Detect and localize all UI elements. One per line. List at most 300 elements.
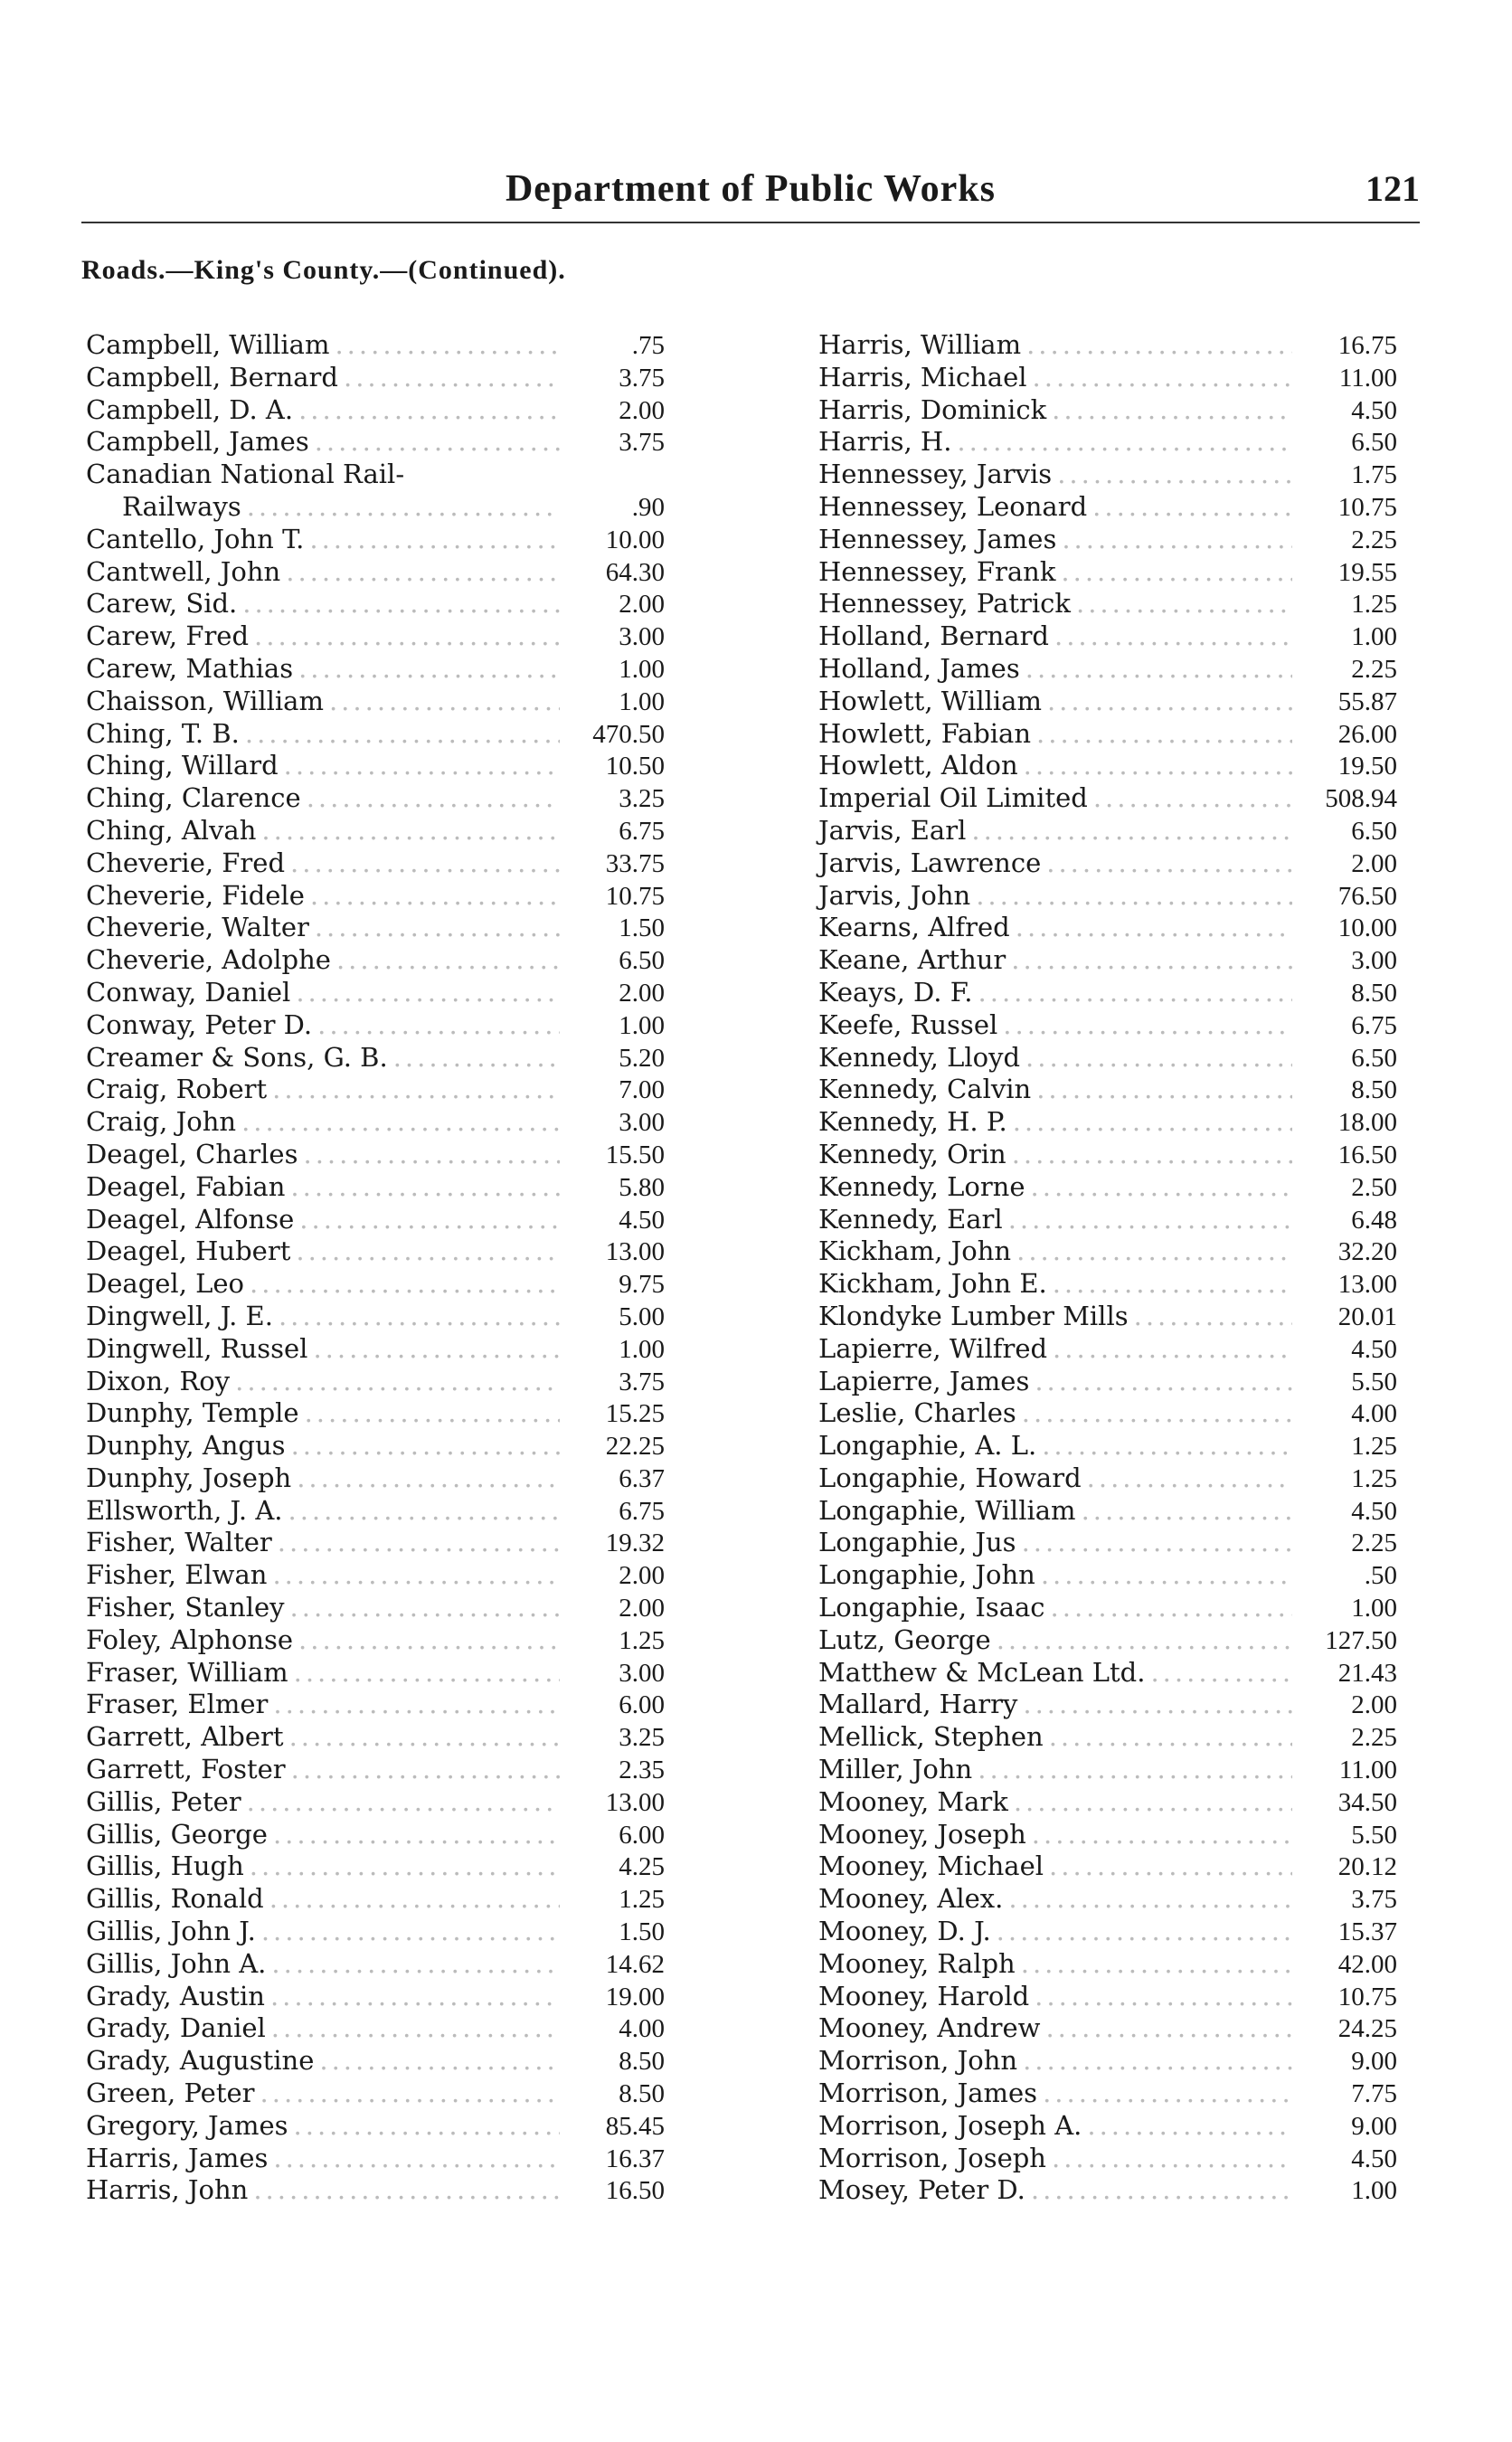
entry-amount: 2.25: [1351, 525, 1397, 554]
entry-amount: 32.20: [1337, 1237, 1397, 1267]
entry-amount: 3.00: [619, 622, 665, 652]
list-item: [86, 1397, 665, 1430]
leader-dots: [291, 1754, 560, 1786]
list-item: [818, 2012, 1397, 2045]
leader-dots: [254, 620, 560, 653]
entry-name: Campbell, Bernard: [86, 361, 338, 393]
entry-amount: 10.50: [605, 752, 665, 781]
leader-dots: [278, 1527, 560, 1559]
entry-amount: 19.00: [605, 1982, 665, 2011]
entry-amount: 2.00: [1351, 1690, 1397, 1720]
entry-amount: 1.00: [619, 1010, 665, 1040]
entry-name: Deagel, Leo: [86, 1268, 245, 1300]
entry-amount: 3.25: [619, 784, 665, 814]
entry-amount: 3.00: [1351, 946, 1397, 976]
entry-amount: 6.50: [1351, 816, 1397, 846]
entry-name: Craig, Robert: [86, 1074, 268, 1105]
entry-name: Garrett, Foster: [86, 1754, 286, 1785]
list-item: [86, 588, 665, 620]
list-item: [86, 1268, 665, 1301]
list-item: [818, 491, 1397, 524]
leader-dots: [269, 1883, 560, 1916]
leader-dots: [1057, 459, 1292, 491]
entry-name: Kennedy, Orin: [818, 1138, 1006, 1169]
entry-amount: 14.62: [605, 1949, 665, 1979]
entry-name: Craig, John: [86, 1106, 237, 1138]
list-item: [818, 1850, 1397, 1883]
list-item: [818, 426, 1397, 459]
entry-name: Lapierre, Wilfred: [818, 1332, 1048, 1364]
list-item: [86, 653, 665, 686]
entry-amount: 1.75: [1351, 460, 1397, 490]
entry-name: Kennedy, H. P.: [818, 1106, 1007, 1138]
list-item: [818, 1397, 1397, 1430]
entry-name: Mooney, Joseph: [818, 1818, 1026, 1850]
entry-name: Creamer & Sons, G. B.: [86, 1041, 388, 1073]
entry-amount: 6.48: [1351, 1205, 1397, 1235]
entry-name: Howlett, Aldon: [818, 750, 1018, 781]
leader-dots: [273, 2143, 560, 2175]
list-item: [818, 459, 1397, 491]
leader-dots: [289, 1721, 560, 1754]
entry-amount: 2.00: [619, 590, 665, 620]
entry-amount: 2.00: [619, 395, 665, 425]
leader-dots: [245, 718, 560, 751]
entry-name: Cheverie, Adolphe: [86, 944, 331, 976]
entry-name: Carew, Fred: [86, 620, 250, 652]
leader-dots: [307, 782, 560, 815]
entry-name: Deagel, Alfonse: [86, 1203, 295, 1235]
leader-dots: [297, 1462, 560, 1495]
list-item: [86, 1592, 665, 1624]
entry-name: Gillis, Ronald: [86, 1883, 264, 1915]
entry-name: Fraser, William: [86, 1656, 288, 1688]
leader-dots: [1093, 782, 1292, 815]
entry-amount: 1.00: [1351, 1594, 1397, 1623]
leader-dots: [291, 1430, 560, 1462]
list-item: [818, 1204, 1397, 1236]
leader-dots: [296, 977, 560, 1009]
entry-name: Morrison, John: [818, 2045, 1018, 2077]
leader-dots: [1053, 1268, 1292, 1301]
leader-dots: [290, 1171, 560, 1204]
entry-name: Cheverie, Walter: [86, 912, 309, 943]
entry-name: Grady, Austin: [86, 1980, 265, 2011]
leader-dots: [298, 1624, 560, 1657]
list-item: [86, 1462, 665, 1495]
list-item: [818, 1721, 1397, 1754]
list-item: [818, 1527, 1397, 1559]
entry-amount: 508.94: [1325, 784, 1397, 814]
leader-dots: [997, 1624, 1292, 1657]
list-item: [818, 1819, 1397, 1851]
entry-name: Cantello, John T.: [86, 523, 305, 554]
leader-dots: [247, 491, 560, 524]
leader-dots: [261, 1916, 560, 1948]
list-item: [818, 1883, 1397, 1916]
entry-name: Mooney, Alex.: [818, 1883, 1004, 1915]
entry-name: Gillis, John J.: [86, 1916, 256, 1947]
entry-amount: 5.50: [1351, 1367, 1397, 1396]
list-item: [86, 426, 665, 459]
entry-name: Gillis, Peter: [86, 1785, 241, 1817]
list-item: [86, 1689, 665, 1721]
list-item: [86, 1366, 665, 1398]
list-item: [818, 1301, 1397, 1333]
entry-amount: 4.50: [1351, 1334, 1397, 1364]
list-item: [86, 329, 665, 362]
list-item: [86, 1139, 665, 1171]
entry-name: Kickham, John E.: [818, 1268, 1047, 1300]
entry-name: Mosey, Peter D.: [818, 2174, 1025, 2206]
entry-amount: 6.75: [619, 816, 665, 846]
leader-dots: [294, 2110, 560, 2143]
entry-name: Mallard, Harry: [818, 1689, 1018, 1720]
list-item: [818, 750, 1397, 782]
list-item: [86, 1850, 665, 1883]
entry-name: Harris, H.: [818, 426, 952, 458]
entry-name: Mellick, Stephen: [818, 1721, 1044, 1753]
entry-name: Jarvis, Earl: [818, 814, 967, 846]
list-item: [86, 1559, 665, 1592]
entry-name: Fisher, Stanley: [86, 1592, 285, 1623]
list-item: [818, 718, 1397, 751]
page-number: 121: [1366, 168, 1420, 209]
leader-dots: [1134, 1301, 1292, 1333]
leader-dots: [290, 847, 560, 880]
leader-dots: [296, 1235, 560, 1268]
entry-amount: 18.00: [1337, 1108, 1397, 1138]
list-item: [86, 1981, 665, 2013]
entry-amount: 20.12: [1337, 1852, 1397, 1882]
leader-dots: [1054, 620, 1292, 653]
entry-amount: 4.50: [1351, 2144, 1397, 2173]
leader-dots: [344, 362, 560, 394]
list-item: [818, 1916, 1397, 1948]
entry-amount: 11.00: [1338, 1756, 1397, 1785]
leader-dots: [1023, 2045, 1292, 2078]
leader-dots: [976, 880, 1292, 913]
entry-name: Harris, James: [86, 2142, 269, 2173]
entry-name: Longaphie, A. L.: [818, 1430, 1037, 1462]
list-item: [818, 556, 1397, 589]
entry-amount: 15.37: [1337, 1917, 1397, 1947]
leader-dots: [273, 1819, 560, 1851]
list-item: [86, 944, 665, 977]
entry-name: Fisher, Elwan: [86, 1559, 268, 1591]
leader-dots: [1011, 944, 1292, 977]
entry-name: Chaisson, William: [86, 685, 324, 716]
entry-amount: 2.00: [1351, 848, 1397, 878]
leader-dots: [315, 426, 560, 459]
list-item: [818, 686, 1397, 718]
list-item: [86, 782, 665, 815]
list-item: [818, 1981, 1397, 2013]
entry-amount: 21.43: [1337, 1658, 1397, 1688]
list-item: [86, 686, 665, 718]
list-item: [818, 2174, 1397, 2207]
leader-dots: [305, 1397, 560, 1430]
entry-amount: 19.32: [605, 1529, 665, 1558]
entry-amount: 16.50: [1337, 1140, 1397, 1169]
entry-amount: 3.75: [619, 363, 665, 393]
section-heading: Roads.—King's County.—(Continued).: [81, 255, 566, 285]
entry-name: Longaphie, Jus: [818, 1527, 1016, 1558]
right-column: [818, 329, 1397, 2207]
entry-name: Grady, Augustine: [86, 2045, 315, 2077]
list-item: [86, 2078, 665, 2110]
entry-name: Cheverie, Fred: [86, 847, 286, 878]
leader-dots: [1076, 588, 1292, 620]
leader-dots: [1021, 1948, 1292, 1981]
entry-amount: 6.00: [619, 1690, 665, 1720]
leader-dots: [1053, 1333, 1292, 1366]
list-item: [86, 1042, 665, 1074]
leader-dots: [303, 1139, 560, 1171]
leader-dots: [957, 426, 1292, 459]
entry-name: Cantwell, John: [86, 555, 281, 587]
entry-name: Campbell, William: [86, 329, 330, 360]
list-item: [86, 2012, 665, 2045]
leader-dots: [271, 1948, 560, 1981]
list-item: [86, 620, 665, 653]
entry-name: Gillis, John A.: [86, 1947, 267, 1979]
list-item: [86, 1948, 665, 1981]
list-item: [818, 977, 1397, 1009]
entry-name: Mooney, Michael: [818, 1850, 1044, 1882]
list-item: [818, 1689, 1397, 1721]
leader-dots: [279, 1301, 560, 1333]
entry-name: Kennedy, Lorne: [818, 1170, 1025, 1202]
entry-amount: 2.00: [619, 978, 665, 1008]
entry-name: Mooney, Harold: [818, 1980, 1030, 2011]
entry-name: Harris, Michael: [818, 361, 1027, 393]
list-item: [818, 1948, 1397, 1981]
list-item: [86, 556, 665, 589]
entry-amount: .90: [631, 492, 665, 522]
entry-name: Dunphy, Joseph: [86, 1462, 292, 1493]
entry-name: Hennessey, Jarvis: [818, 459, 1053, 490]
entry-amount: 1.00: [1351, 2176, 1397, 2206]
entry-amount: 8.50: [619, 2079, 665, 2109]
entry-name: Ellsworth, J. A.: [86, 1494, 283, 1526]
list-item: [818, 1366, 1397, 1398]
entry-name: Kennedy, Calvin: [818, 1074, 1032, 1105]
list-item: [818, 880, 1397, 913]
leader-dots: [1012, 1139, 1292, 1171]
leader-dots: [336, 944, 560, 977]
entry-name: Canadian National Rail-: [86, 459, 405, 490]
page-title: Department of Public Works: [505, 168, 997, 210]
entry-amount: 19.55: [1337, 557, 1397, 587]
leader-dots: [1014, 1786, 1292, 1819]
entry-name: Foley, Alphonse: [86, 1623, 294, 1655]
entry-amount: 13.00: [605, 1237, 665, 1267]
leader-dots: [313, 1333, 560, 1366]
entry-name: Longaphie, John: [818, 1559, 1035, 1591]
list-item: [86, 1106, 665, 1139]
list-item: [86, 1333, 665, 1366]
list-item: [86, 1819, 665, 1851]
list-item: [818, 1624, 1397, 1657]
entry-amount: 9.00: [1351, 2111, 1397, 2141]
list-item: [818, 2110, 1397, 2143]
entry-amount: 6.50: [1351, 1043, 1397, 1073]
entry-amount: 2.00: [619, 1594, 665, 1623]
list-item: [86, 1786, 665, 1819]
leader-dots: [298, 394, 560, 427]
entry-amount: 2.25: [1351, 1723, 1397, 1753]
list-item: [818, 1559, 1397, 1592]
entry-name: Imperial Oil Limited: [818, 782, 1088, 814]
entry-name: Dingwell, Russel: [86, 1332, 308, 1364]
entry-amount: 16.37: [605, 2144, 665, 2173]
leader-dots: [393, 1042, 560, 1074]
entry-amount: 1.50: [619, 1917, 665, 1947]
list-item: [818, 394, 1397, 427]
leader-dots: [273, 1689, 560, 1721]
leader-dots: [1051, 1592, 1292, 1624]
entry-name: Morrison, Joseph A.: [818, 2109, 1082, 2141]
entry-amount: 10.75: [1337, 492, 1397, 522]
leader-dots: [242, 588, 560, 620]
list-item: [818, 1657, 1397, 1690]
list-item: [818, 1268, 1397, 1301]
leader-dots: [1035, 1981, 1292, 2013]
entry-name: Hennessey, James: [818, 523, 1057, 554]
leader-dots: [272, 1074, 560, 1106]
list-item: [818, 1139, 1397, 1171]
list-item: [818, 1042, 1397, 1074]
leader-dots: [1013, 1106, 1292, 1139]
entry-name: Klondyke Lumber Mills: [818, 1300, 1129, 1331]
entry-amount: 1.00: [619, 1334, 665, 1364]
entry-name: Longaphie, Howard: [818, 1462, 1082, 1493]
entry-amount: 4.50: [619, 1205, 665, 1235]
entry-amount: 3.75: [619, 1367, 665, 1396]
entry-amount: 4.25: [619, 1852, 665, 1882]
entry-amount: 5.00: [619, 1301, 665, 1331]
entry-amount: 1.50: [619, 913, 665, 943]
list-item: [818, 620, 1397, 653]
entry-amount: 127.50: [1325, 1625, 1397, 1655]
entry-name: Keays, D. F.: [818, 976, 973, 1008]
entry-amount: 9.75: [619, 1270, 665, 1300]
list-item: [86, 1624, 665, 1657]
leader-dots: [978, 977, 1292, 1009]
list-item: [86, 1721, 665, 1754]
entry-name: Campbell, D. A.: [86, 393, 294, 425]
entry-name: Hennessey, Frank: [818, 555, 1056, 587]
entry-name: Morrison, Joseph: [818, 2142, 1046, 2173]
list-item: [86, 394, 665, 427]
entry-amount: 22.25: [605, 1432, 665, 1462]
entry-amount: 6.50: [619, 946, 665, 976]
entry-name: Leslie, Charles: [818, 1397, 1016, 1429]
leader-dots: [253, 2174, 560, 2207]
entry-name: Keane, Arthur: [818, 944, 1006, 976]
list-item: [86, 880, 665, 913]
entry-name: Carew, Sid.: [86, 588, 238, 620]
entry-name: Kennedy, Earl: [818, 1203, 1003, 1235]
entry-name: Campbell, James: [86, 426, 309, 458]
list-item: [86, 524, 665, 556]
entry-name: Keefe, Russel: [818, 1008, 998, 1040]
entry-amount: 6.37: [619, 1463, 665, 1493]
list-item: [86, 1916, 665, 1948]
leader-dots: [1036, 1074, 1292, 1106]
leader-dots: [1003, 1009, 1292, 1042]
list-item: [818, 1074, 1397, 1106]
list-item: [818, 524, 1397, 556]
leader-dots: [319, 2045, 560, 2078]
leader-dots: [1043, 2078, 1292, 2110]
list-item: [86, 1754, 665, 1786]
leader-dots: [1022, 1397, 1292, 1430]
leader-dots: [1082, 1495, 1292, 1528]
list-item: [86, 1301, 665, 1333]
entry-amount: 8.50: [1351, 1075, 1397, 1105]
entry-name: Dunphy, Temple: [86, 1397, 299, 1429]
list-item: [818, 944, 1397, 977]
entry-amount: 33.75: [605, 848, 665, 878]
leader-dots: [260, 2078, 560, 2110]
leader-dots: [1036, 718, 1292, 751]
entry-name: Gillis, Hugh: [86, 1850, 244, 1882]
leader-dots: [1052, 2143, 1292, 2175]
leader-dots: [1022, 1527, 1292, 1559]
entry-amount: 55.87: [1337, 686, 1397, 716]
entry-amount: 26.00: [1337, 719, 1397, 749]
leader-dots: [1026, 329, 1292, 362]
entry-name: Longaphie, Isaac: [818, 1592, 1045, 1623]
entry-name: Mooney, D. J.: [818, 1916, 991, 1947]
entry-name: Harris, Dominick: [818, 393, 1047, 425]
list-item: [86, 1495, 665, 1528]
leader-dots: [1008, 1204, 1292, 1236]
entry-amount: 1.25: [619, 1625, 665, 1655]
list-item: [86, 1009, 665, 1042]
list-item: [86, 815, 665, 847]
list-item: [818, 2143, 1397, 2175]
leader-dots: [1031, 1171, 1292, 1204]
leader-dots: [235, 1366, 560, 1398]
entry-amount: 9.00: [1351, 2047, 1397, 2077]
entry-name: Harris, William: [818, 329, 1022, 360]
leader-dots: [1031, 2174, 1292, 2207]
entry-name: Lutz, George: [818, 1623, 991, 1655]
entry-amount: 13.00: [1337, 1270, 1397, 1300]
entry-amount: 5.20: [619, 1043, 665, 1073]
entry-name: Dixon, Roy: [86, 1365, 231, 1396]
entry-name: Holland, Bernard: [818, 620, 1049, 652]
entry-name: Lapierre, James: [818, 1365, 1030, 1396]
leader-dots: [1033, 362, 1292, 394]
list-item: [818, 1171, 1397, 1204]
list-item: [818, 1592, 1397, 1624]
entry-amount: 5.80: [619, 1172, 665, 1202]
list-item: [818, 1235, 1397, 1268]
leader-dots: [1025, 1042, 1292, 1074]
leader-dots: [1025, 653, 1292, 686]
list-item: [86, 1171, 665, 1204]
entry-name: Dunphy, Angus: [86, 1430, 286, 1462]
entry-amount: 10.75: [1337, 1982, 1397, 2011]
entry-amount: 15.50: [605, 1140, 665, 1169]
entry-amount: 7.00: [619, 1075, 665, 1105]
entry-name: Railways: [122, 490, 241, 522]
entry-amount: 4.00: [619, 2014, 665, 2044]
